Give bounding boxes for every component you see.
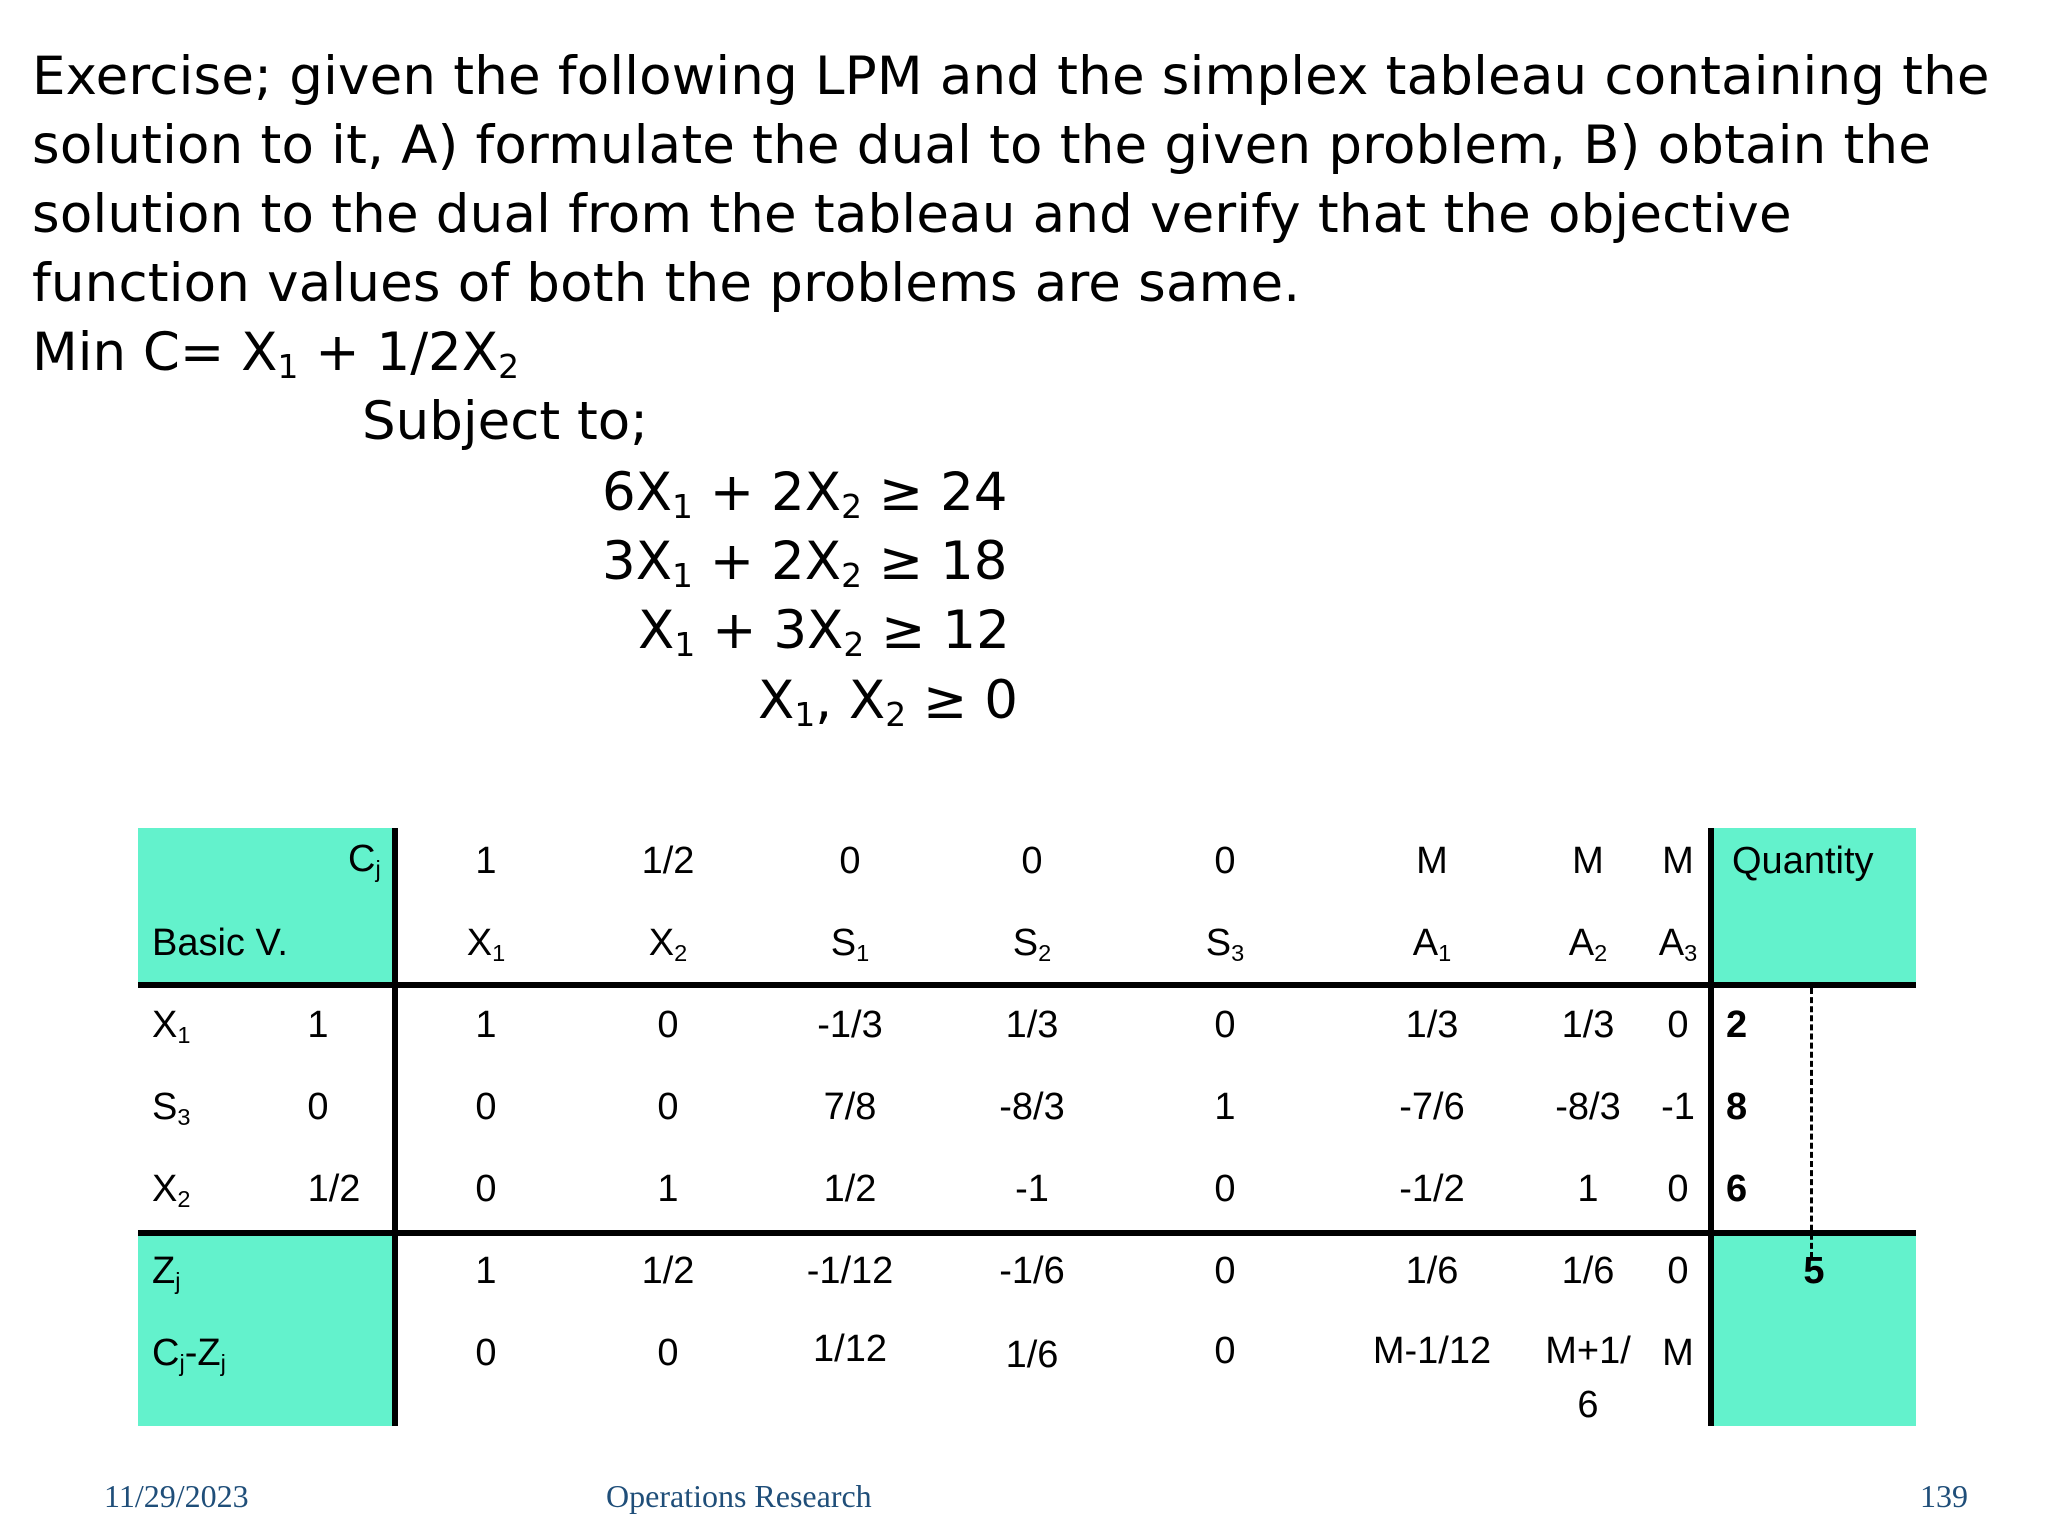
cj-value: 0 — [1214, 840, 1236, 882]
cj-zj-value: 0 — [657, 1332, 679, 1374]
basic-cost: 1/2 — [307, 1168, 361, 1210]
constraint-3: $X_1 + 3X_2 \ge 12$ — [638, 600, 1010, 665]
table-cell: 1 — [1577, 1168, 1599, 1210]
basic-cost: 0 — [307, 1086, 329, 1128]
table-cell: -1/3 — [817, 1004, 883, 1046]
exercise-line-1: Exercise; given the following LPM and the simplex tableau containing the — [32, 46, 1990, 107]
nonnegativity-constraint: $X_1$, $X_2 \ge 0$ — [758, 670, 1018, 735]
table-cell: 1/3 — [1405, 1004, 1459, 1046]
footer-page-number: 139 — [1920, 1478, 1968, 1514]
objective-value: 5 — [1803, 1250, 1825, 1292]
table-cell: 1/3 — [1561, 1004, 1615, 1046]
table-cell: 1 — [1214, 1086, 1236, 1128]
divider-right — [1708, 828, 1714, 1426]
cj-value: M — [1572, 840, 1604, 882]
cj-zj-value: M+1/ — [1545, 1330, 1631, 1372]
divider-footer — [138, 1230, 1916, 1236]
simplex-tableau — [138, 828, 1916, 1426]
cj-zj-value: M — [1662, 1332, 1694, 1374]
subject-to-label: Subject to; — [362, 391, 649, 452]
zj-value: 0 — [1667, 1250, 1689, 1292]
exercise-line-3: solution to the dual from the tableau and verify that the objective — [32, 184, 1792, 245]
exercise-text — [32, 42, 2022, 318]
cj-zj-value: M-1/12 — [1372, 1330, 1492, 1372]
exercise-line-2: solution to it, A) formulate the dual to the given problem, B) obtain the — [32, 115, 1932, 176]
cj-label: $C_j$ — [348, 838, 381, 882]
cj-value: M — [1416, 840, 1448, 882]
table-cell: 1/2 — [823, 1168, 877, 1210]
zj-value: 1/6 — [1405, 1250, 1459, 1292]
table-cell: 0 — [657, 1004, 679, 1046]
quantity-value: 2 — [1726, 1004, 1748, 1046]
exercise-line-4: function values of both the problems are same. — [32, 253, 1301, 314]
table-cell: 0 — [1667, 1168, 1689, 1210]
var-header: $S_3$ — [1205, 922, 1245, 966]
zj-value: -1/12 — [806, 1250, 894, 1292]
var-header: $S_2$ — [1012, 922, 1052, 966]
zj-value: 1/2 — [641, 1250, 695, 1292]
cj-value: 0 — [839, 840, 861, 882]
zj-label: $Z_j$ — [152, 1250, 181, 1294]
divider-header — [138, 982, 1916, 988]
cj-value: 0 — [1021, 840, 1043, 882]
cj-zj-label: $C_j-Z_j$ — [152, 1332, 226, 1376]
zj-value: -1/6 — [999, 1250, 1065, 1292]
basic-variable: $S_3$ — [152, 1086, 191, 1130]
footer-date: 11/29/2023 — [104, 1478, 249, 1514]
table-cell: -8/3 — [999, 1086, 1065, 1128]
table-cell: -8/3 — [1555, 1086, 1621, 1128]
divider-left — [392, 828, 398, 1426]
constraint-2: $3X_1 + 2X_2 \ge 18$ — [602, 531, 1008, 596]
cj-value: M — [1662, 840, 1694, 882]
table-cell: 0 — [657, 1086, 679, 1128]
table-cell: 1 — [475, 1004, 497, 1046]
table-cell: -1 — [1661, 1086, 1695, 1128]
table-cell: -1/2 — [1399, 1168, 1465, 1210]
table-cell: -1 — [1015, 1168, 1049, 1210]
basic-variable-label: Basic V. — [152, 922, 288, 964]
cj-zj-value: 1/12 — [813, 1328, 887, 1370]
table-cell: 0 — [1214, 1004, 1236, 1046]
var-header: $A_3$ — [1658, 922, 1698, 966]
constraint-1: $6X_1 + 2X_2 \ge 24$ — [602, 462, 1008, 527]
basic-variable: $X_1$ — [152, 1004, 191, 1048]
table-cell: 0 — [475, 1168, 497, 1210]
cj-value: 1 — [475, 840, 497, 882]
zj-value: 1 — [475, 1250, 497, 1292]
table-cell: 0 — [1214, 1168, 1236, 1210]
basic-variable: $X_2$ — [152, 1168, 191, 1212]
dashed-separator — [1810, 988, 1813, 1258]
var-header: $A_1$ — [1412, 922, 1452, 966]
var-header: $A_2$ — [1568, 922, 1608, 966]
var-header: $X_1$ — [466, 922, 506, 966]
cj-zj-value: 1/6 — [1005, 1334, 1059, 1376]
cj-zj-value: 0 — [1214, 1330, 1236, 1372]
basic-cost: 1 — [307, 1004, 329, 1046]
zj-value: 1/6 — [1561, 1250, 1615, 1292]
table-cell: 1/3 — [1005, 1004, 1059, 1046]
quantity-label: Quantity — [1732, 840, 1874, 882]
cj-zj-value-continuation: 6 — [1577, 1384, 1599, 1426]
var-header: $S_1$ — [830, 922, 870, 966]
table-cell: -7/6 — [1399, 1086, 1465, 1128]
table-cell: 1 — [657, 1168, 679, 1210]
quantity-value: 8 — [1726, 1086, 1748, 1128]
zj-value: 0 — [1214, 1250, 1236, 1292]
table-cell: 7/8 — [823, 1086, 877, 1128]
cj-zj-value: 0 — [475, 1332, 497, 1374]
footer-course: Operations Research — [606, 1478, 872, 1514]
cj-value: 1/2 — [641, 840, 695, 882]
table-cell: 0 — [1667, 1004, 1689, 1046]
table-cell: 0 — [475, 1086, 497, 1128]
var-header: $X_2$ — [648, 922, 688, 966]
objective-function: Min $C= X_1 + 1/2X_2$ — [32, 322, 519, 387]
quantity-value: 6 — [1726, 1168, 1748, 1210]
